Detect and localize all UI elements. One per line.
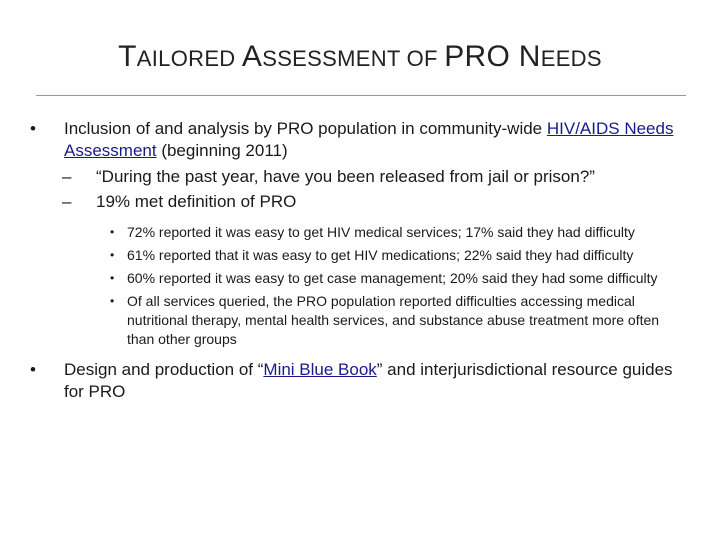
dash-marker: – <box>62 167 72 186</box>
subitem-survey-question <box>30 166 690 188</box>
detail-marker: • <box>110 225 115 239</box>
detail-marker: • <box>110 294 115 308</box>
title-part-1-large: T <box>118 40 137 73</box>
title-divider <box>36 95 686 96</box>
detail-marker: • <box>110 248 115 262</box>
bullet-text-before: Inclusion of and analysis by PRO population in community-wide <box>64 119 547 138</box>
detail-list <box>30 223 690 349</box>
detail-text: 60% reported it was easy to get case management; 20% said they had some difficulty <box>127 270 658 286</box>
bullet-text-after: (beginning 2011) <box>156 141 288 160</box>
detail-text: 72% reported it was easy to get HIV medical services; 17% said they had difficulty <box>127 224 635 240</box>
bullet-text-before: Design and production of “ <box>64 360 264 379</box>
bullet-marker: • <box>30 360 36 379</box>
needs-assessment-link[interactable]: HIV/AIDS Needs Assessment <box>64 119 674 160</box>
dash-marker: – <box>62 192 72 211</box>
detail-marker: • <box>110 271 115 285</box>
title-part-3-small: EEDS <box>540 46 602 71</box>
subitem-text: “During the past year, have you been released from jail or prison?” <box>96 167 595 186</box>
bullet-needs-assessment <box>30 118 690 162</box>
detail-item <box>30 269 690 288</box>
mini-blue-book-link[interactable]: Mini Blue Book <box>263 360 377 379</box>
subitem-pro-definition <box>30 191 690 213</box>
detail-text: 61% reported that it was easy to get HIV medications; 22% said they had difficulty <box>127 247 634 263</box>
slide-content <box>30 118 690 407</box>
detail-item <box>30 292 690 349</box>
detail-item <box>30 223 690 242</box>
slide-title <box>0 40 720 74</box>
detail-text: Of all services queried, the PRO population reported difficulties accessing medical nutritional therapy, mental health services, and substance abuse treatment more often than other groups <box>127 293 660 347</box>
title-part-1-small: AILORED <box>136 46 242 71</box>
title-part-3-large: PRO N <box>444 40 541 73</box>
bullet-mini-blue-book <box>30 359 690 403</box>
detail-item <box>30 246 690 265</box>
bullet-marker: • <box>30 119 36 138</box>
title-part-2-small: SSESSMENT OF <box>262 46 445 71</box>
subitem-text: 19% met definition of PRO <box>96 192 297 211</box>
title-part-2-large: A <box>241 40 263 73</box>
bullet-text-after: ” and interjurisdictional resource guides for PRO <box>64 360 673 401</box>
